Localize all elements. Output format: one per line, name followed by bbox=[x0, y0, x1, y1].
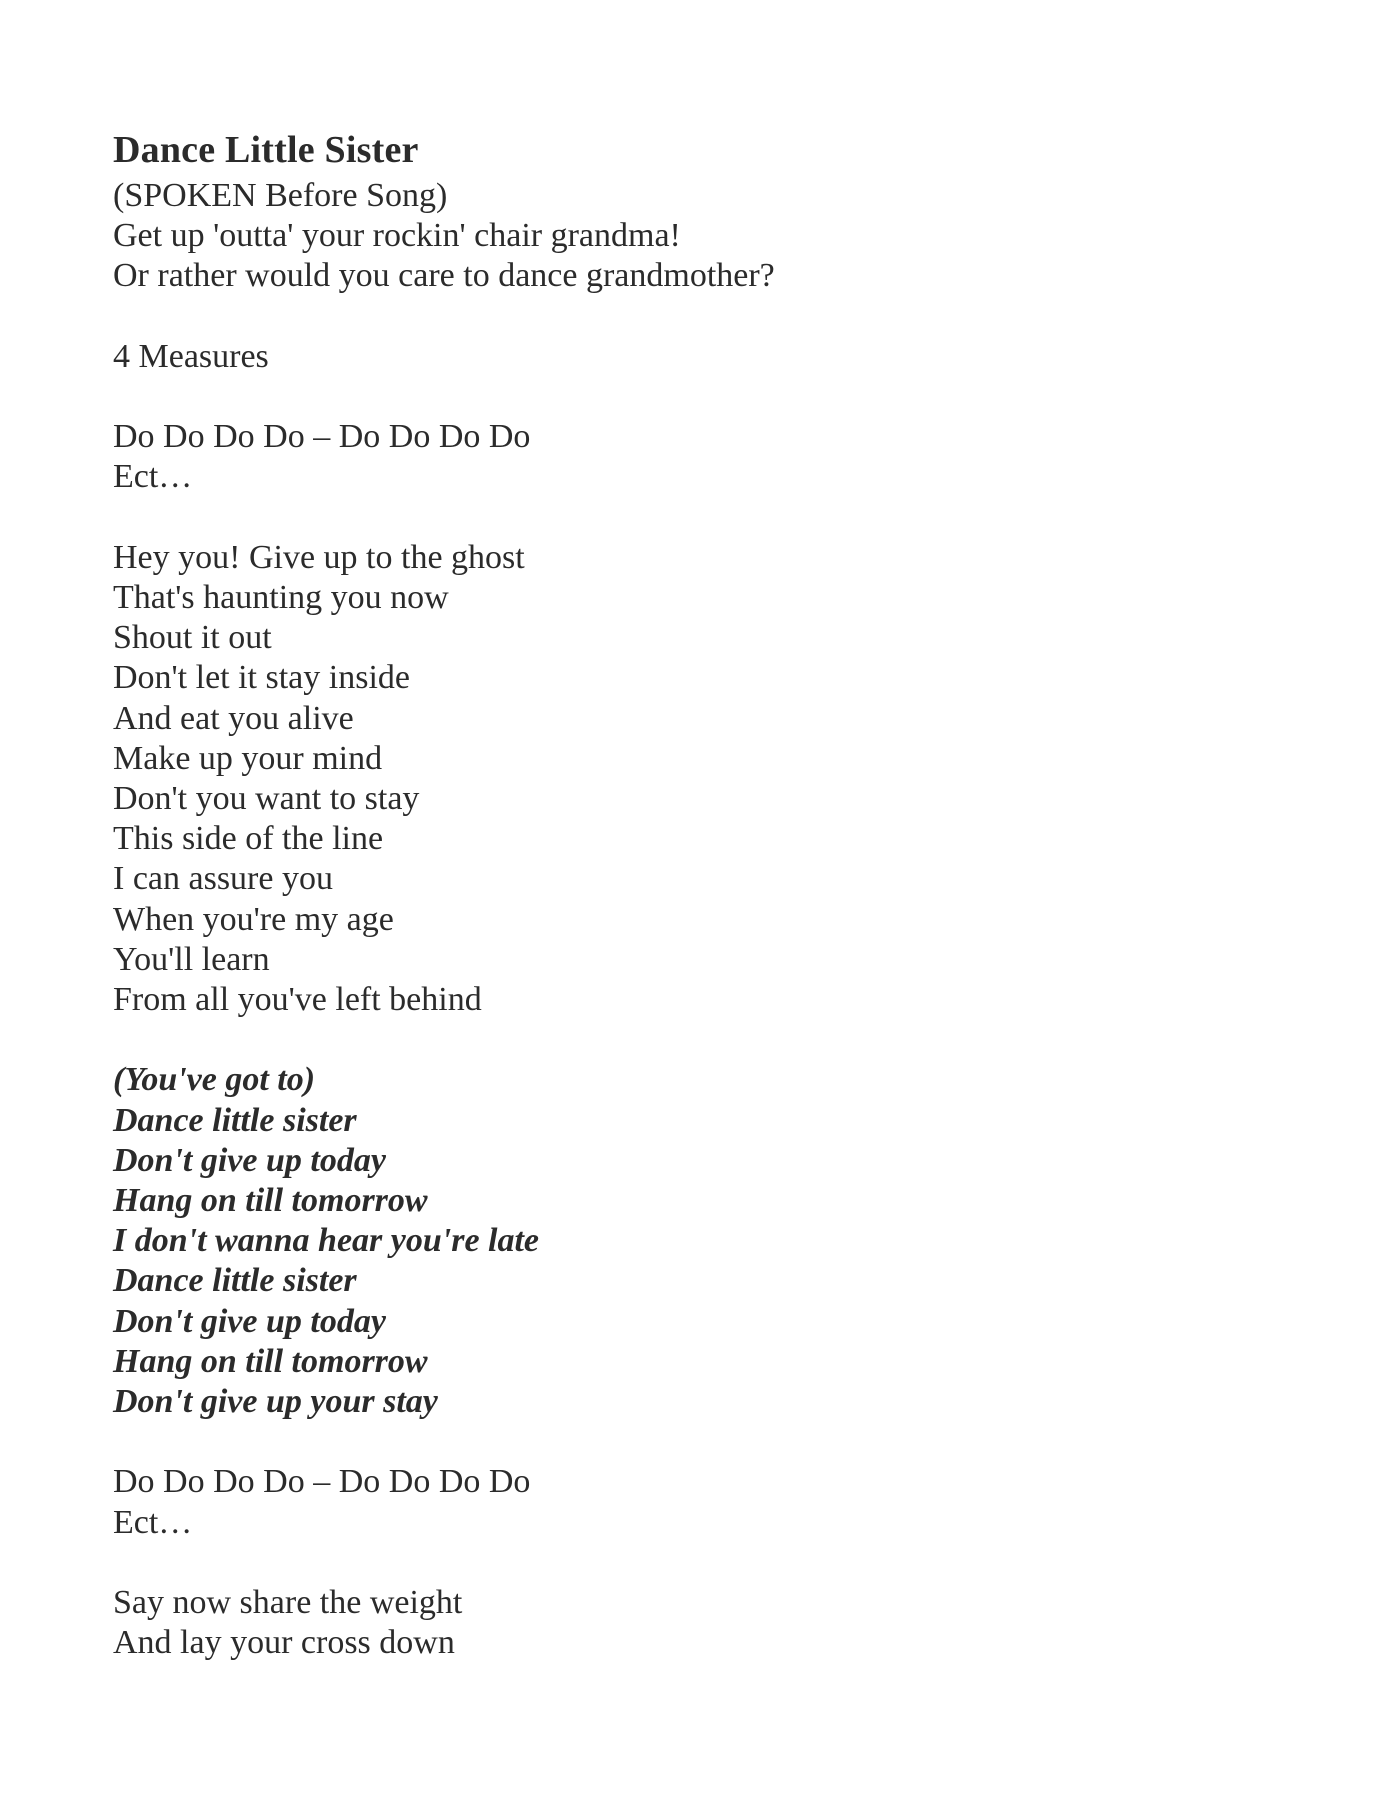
stanza-gap bbox=[113, 297, 1293, 337]
lyric-line: Ect… bbox=[113, 1503, 193, 1541]
lyrics-page bbox=[113, 124, 1293, 1663]
lyric-line: 4 Measures bbox=[113, 337, 269, 375]
lyric-line: Hang on till tomorrow bbox=[113, 1182, 428, 1220]
lyric-line: Hang on till tomorrow bbox=[113, 1342, 428, 1380]
lyric-line: Don't you want to stay bbox=[113, 780, 420, 817]
lyric-line: And lay your cross down bbox=[113, 1624, 455, 1662]
lyrics-body bbox=[113, 176, 1293, 1663]
lyric-line: Ect… bbox=[113, 458, 193, 496]
lyric-line: Dance little sister bbox=[113, 1101, 357, 1139]
stanza-gap bbox=[113, 1543, 1293, 1583]
lyric-line: Do Do Do Do – Do Do Do Do bbox=[113, 1463, 531, 1501]
stanza-gap bbox=[113, 377, 1293, 417]
lyric-line: I don't wanna hear you're late bbox=[113, 1222, 540, 1260]
lyric-line: Or rather would you care to dance grandmother? bbox=[113, 257, 775, 295]
lyric-line: From all you've left behind bbox=[113, 981, 482, 1019]
stanza bbox=[113, 337, 1293, 377]
lyric-line: Hey you! Give up to the ghost bbox=[113, 538, 525, 576]
stanza-gap bbox=[113, 1422, 1293, 1462]
stanza bbox=[113, 1462, 1293, 1542]
lyric-line: Shout it out bbox=[113, 619, 272, 657]
lyric-line: (SPOKEN Before Song) bbox=[113, 177, 448, 214]
lyric-line: Say now share the weight bbox=[113, 1584, 463, 1622]
lyric-line: This side of the line bbox=[113, 820, 384, 858]
chorus-stanza bbox=[113, 1060, 1293, 1422]
song-title: Dance Little Sister bbox=[113, 129, 419, 171]
lyric-line: And eat you alive bbox=[113, 699, 354, 737]
lyric-line: Don't give up today bbox=[113, 1141, 386, 1179]
lyric-line: Dance little sister bbox=[113, 1262, 357, 1300]
stanza bbox=[113, 176, 1293, 297]
lyric-line: Get up 'outta' your rockin' chair grandma! bbox=[113, 217, 681, 255]
lyric-line: Don't let it stay inside bbox=[113, 659, 410, 697]
stanza bbox=[113, 417, 1293, 497]
stanza-gap bbox=[113, 498, 1293, 538]
lyric-line: Make up your mind bbox=[113, 739, 383, 777]
lyric-line: Don't give up your stay bbox=[113, 1383, 438, 1421]
stanza-gap bbox=[113, 1020, 1293, 1060]
lyric-line: You'll learn bbox=[113, 940, 270, 978]
lyric-line: When you're my age bbox=[113, 900, 394, 938]
stanza bbox=[113, 1583, 1293, 1663]
lyric-line: Do Do Do Do – Do Do Do Do bbox=[113, 418, 531, 456]
stanza bbox=[113, 538, 1293, 1020]
lyric-line: (You've got to) bbox=[113, 1061, 316, 1099]
lyric-line: I can assure you bbox=[113, 860, 333, 898]
lyric-line: That's haunting you now bbox=[113, 578, 449, 616]
lyric-line: Don't give up today bbox=[113, 1302, 386, 1340]
